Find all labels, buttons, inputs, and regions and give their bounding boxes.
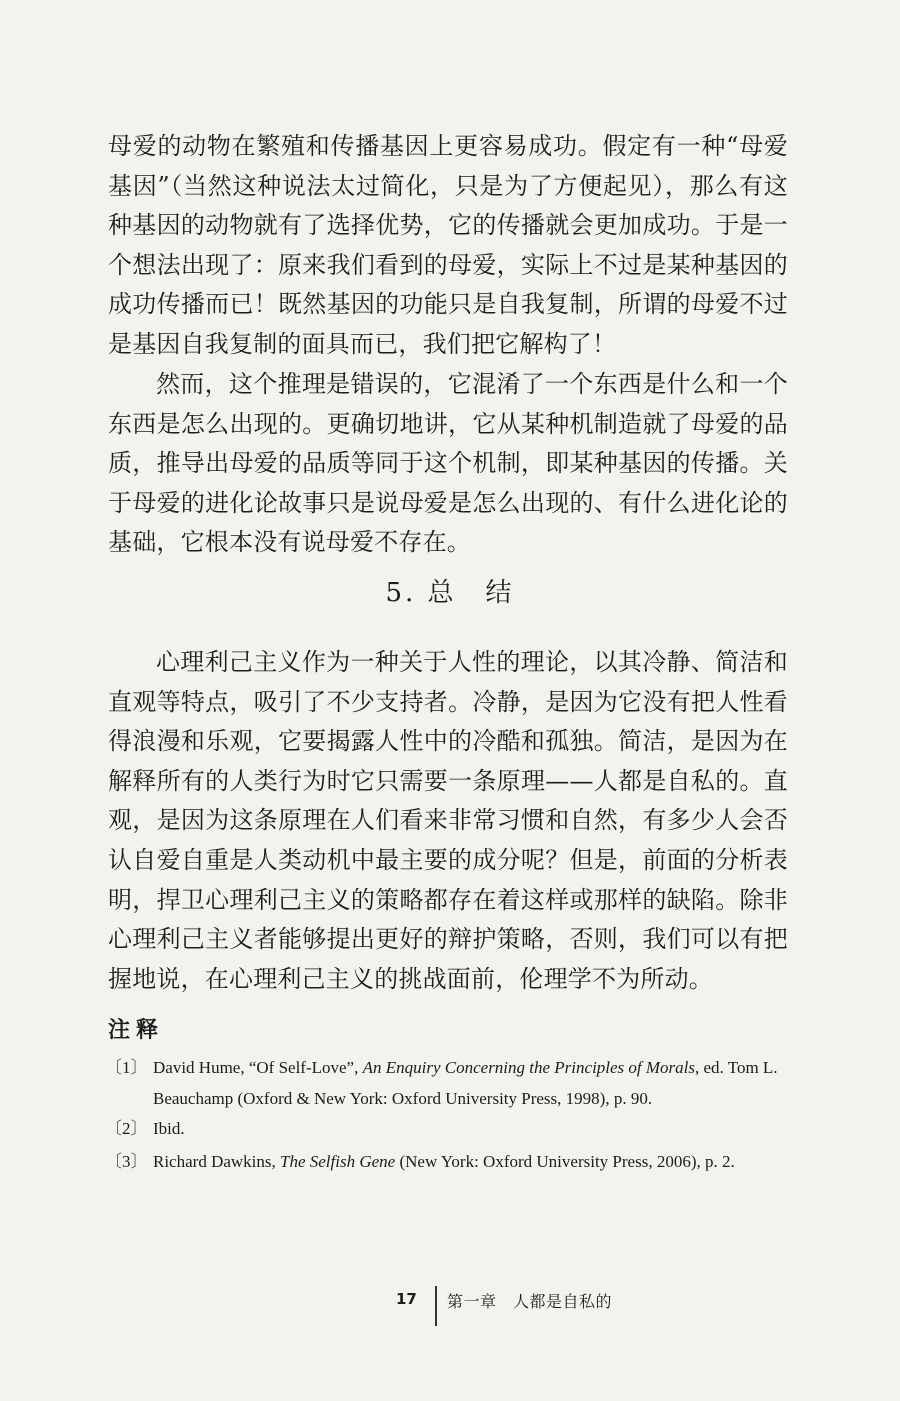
note-number: 〔1〕 — [105, 1058, 148, 1077]
footer-divider — [435, 1286, 437, 1326]
note-number: 〔3〕 — [105, 1152, 148, 1171]
note-text: Richard Dawkins, — [153, 1152, 281, 1171]
page-number: 17 — [396, 1290, 417, 1308]
note-book-title: An Enquiry Concerning the Principles of Morals — [362, 1058, 696, 1077]
note-number: 〔2〕 — [105, 1119, 148, 1138]
note-book-title: The Selfish Gene — [280, 1152, 396, 1171]
page-footer — [0, 1286, 900, 1326]
note-text-tail: , ed. Tom L. Beauchamp (Oxford & New York: Oxford University Press, 1998), p. 90. — [153, 1058, 778, 1108]
paragraph-rebuttal: 然而，这个推理是错误的，它混淆了一个东西是什么和一个东西是怎么出现的。更确切地讲，它从某种机制造就了母爱的品质，推导出母爱的品质等同于这个机制，即某种基因的传播。关于母爱的进化论故事只是说母爱是怎么出现的、有什么进化论的基础，它根本没有说母爱不存在。 — [108, 370, 788, 557]
paragraph-summary: 心理利己主义作为一种关于人性的理论，以其冷静、简洁和直观等特点，吸引了不少支持者。冷静，是因为它没有把人性看得浪漫和乐观，它要揭露人性中的冷酷和孤独。简洁，是因为在解释所有的人类行为时它只需要一条原理——人都是自私的。直观，是因为这条原理在人们看来非常习惯和自然，有多少人会否认自爱自重是人类动机中最主要的成分呢？但是，前面的分析表明，捍卫心理利己主义的策略都存在着这样或那样的缺陷。除非心理利己主义者能够提出更好的辩护策略，否则，我们可以有把握地说，在心理利己主义的挑战面前，伦理学不为所动。 — [108, 648, 788, 993]
note-item — [105, 1052, 785, 1114]
paragraph-continued: 母爱的动物在繁殖和传播基因上更容易成功。假定有一种“母爱基因”（当然这种说法太过简化，只是为了方便起见），那么有这种基因的动物就有了选择优势，它的传播就会更加成功。于是一个想法出现了：原来我们看到的母爱，实际上不过是某种基因的成功传播而已！既然基因的功能只是自我复制，所谓的母爱不过是基因自我复制的面具而已，我们把它解构了！ — [108, 132, 788, 358]
note-text-tail: (New York: Oxford University Press, 2006), p. 2. — [395, 1152, 735, 1171]
note-item — [105, 1146, 785, 1177]
chapter-title: 第一章 人都是自私的 — [447, 1292, 613, 1311]
section-heading: 5. 总 结 — [385, 578, 515, 608]
note-text: Ibid. — [153, 1119, 185, 1138]
notes-title: 注释 — [108, 1018, 165, 1043]
note-text: David Hume, “Of Self-Love”, — [153, 1058, 363, 1077]
note-item — [105, 1113, 785, 1144]
